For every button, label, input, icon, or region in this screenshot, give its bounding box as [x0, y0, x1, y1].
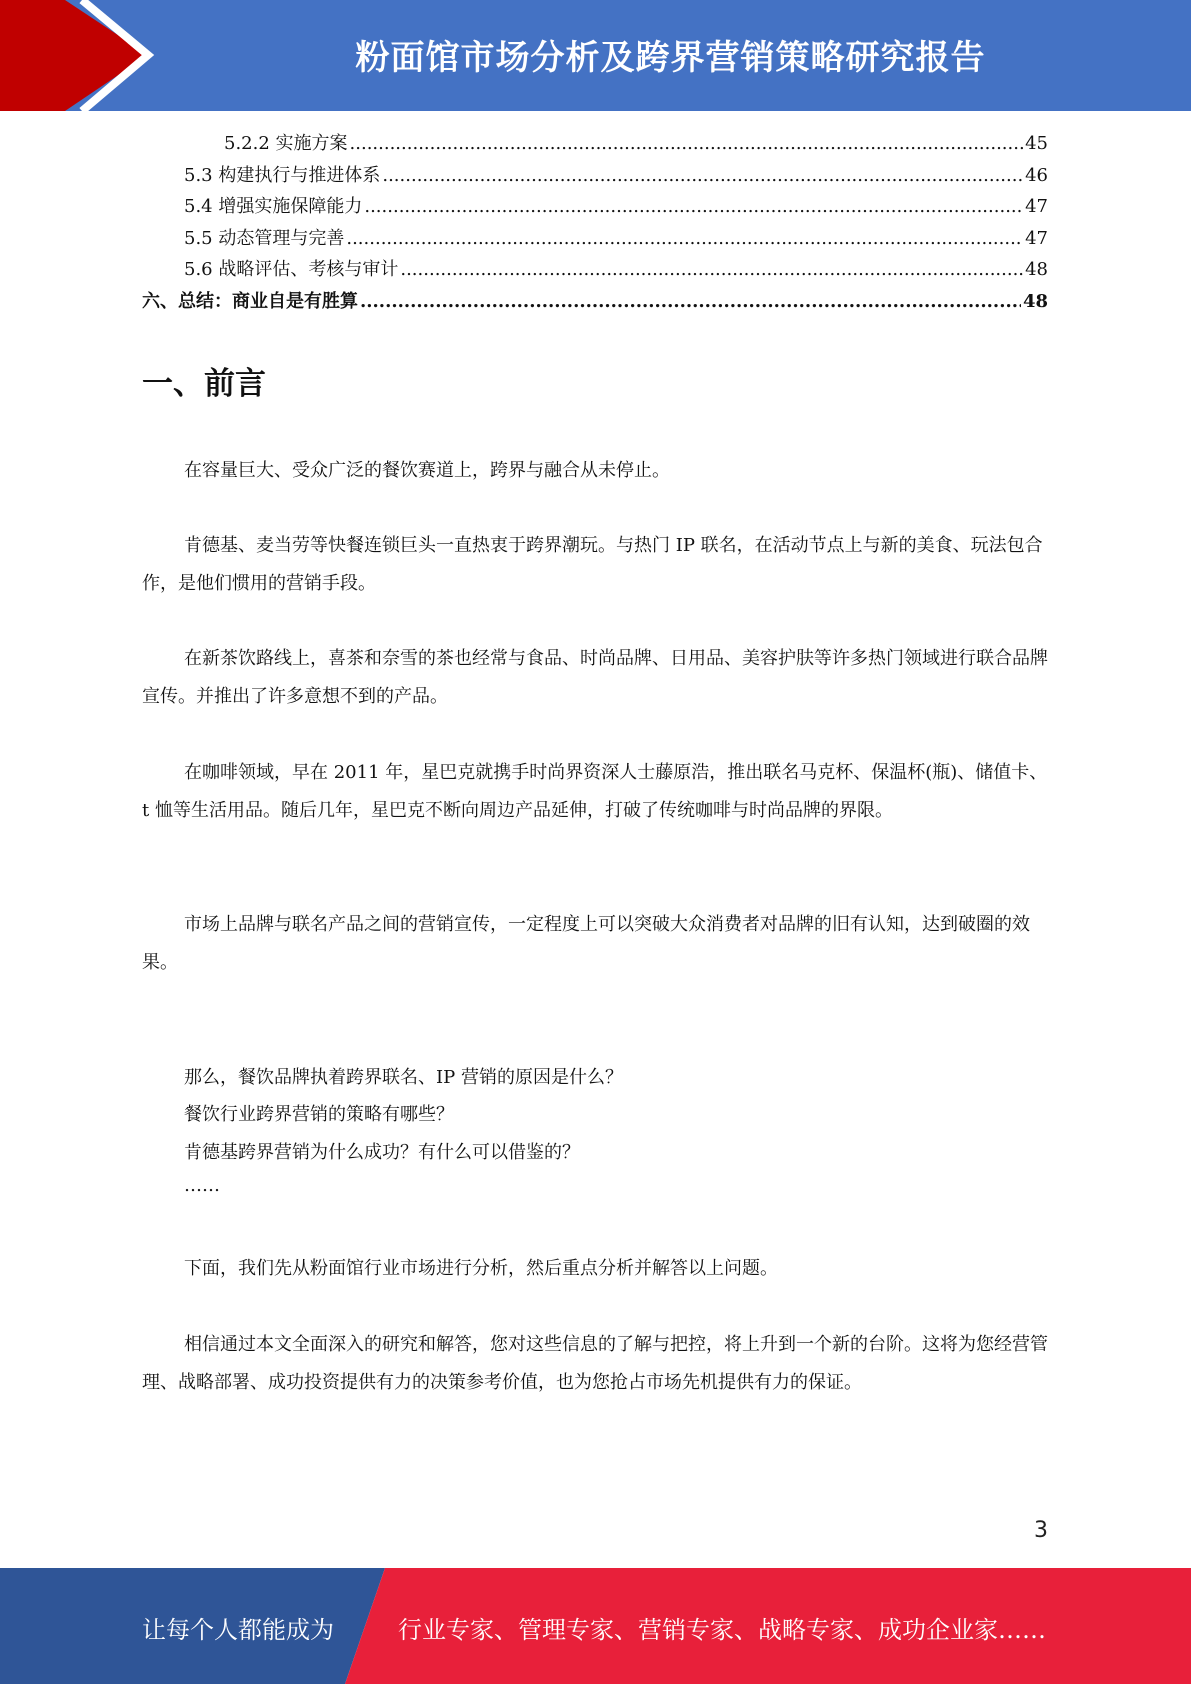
toc-entry[interactable]	[142, 223, 1048, 255]
paragraph: 在容量巨大、受众广泛的餐饮赛道上，跨界与融合从未停止。	[184, 460, 670, 481]
question-line: 那么，餐饮品牌执着跨界联名、IP 营销的原因是什么？	[184, 1067, 623, 1088]
toc-entry-page: 48	[1025, 259, 1048, 280]
toc-dot-leader	[346, 223, 1023, 255]
footer-slogan-left: 让每个人都能成为	[142, 1616, 334, 1644]
page-number: 3	[1034, 1518, 1048, 1543]
toc-entry-label: 5.6 战略评估、考核与审计	[184, 259, 399, 280]
section-heading: 一、前言	[142, 366, 266, 402]
paragraph: 下面，我们先从粉面馆行业市场进行分析，然后重点分析并解答以上问题。	[184, 1258, 778, 1279]
paragraph: 相信通过本文全面深入的研究和解答，您对这些信息的了解与把控，将上升到一个新的台阶。这将为您经营管理、战略部署、成功投资提供有力的决策参考价值，也为您抢占市场先机提供有力的保证。	[142, 1334, 1048, 1393]
report-title: 粉面馆市场分析及跨界营销策略研究报告	[355, 38, 986, 78]
toc-entry-label: 六、总结：商业自是有胜算	[142, 290, 358, 312]
toc-dot-leader	[360, 286, 1021, 318]
toc-entry-label: 5.2.2 实施方案	[224, 133, 348, 154]
toc-entry-label: 5.5 动态管理与完善	[184, 227, 345, 249]
toc-entry[interactable]	[142, 160, 1048, 192]
paragraph: 在咖啡领域，早在 2011 年，星巴克就携手时尚界资深人士藤原浩，推出联名马克杯、保温杯(瓶)、储值卡、t 恤等生活用品。随后几年，星巴克不断向周边产品延伸，打破了传统咖啡与时尚品牌的界限。	[142, 762, 1048, 821]
red-arrow-decoration	[0, 0, 160, 111]
toc-dot-leader	[350, 128, 1024, 160]
question-line: 餐饮行业跨界营销的策略有哪些？	[184, 1104, 454, 1125]
toc-entry-label: 5.3 构建执行与推进体系	[184, 164, 381, 186]
paragraph: 肯德基、麦当劳等快餐连锁巨头一直热衷于跨界潮玩。与热门 IP 联名，在活动节点上与新的美食、玩法包合作，是他们惯用的营销手段。	[142, 535, 1043, 594]
paragraph: 在新茶饮路线上，喜茶和奈雪的茶也经常与食品、时尚品牌、日用品、美容护肤等许多热门领域进行联合品牌宣传。并推出了许多意想不到的产品。	[142, 648, 1048, 707]
question-line: 肯德基跨界营销为什么成功？有什么可以借鉴的？	[184, 1142, 580, 1163]
toc-entry[interactable]	[142, 128, 1048, 160]
page-footer	[0, 1568, 1191, 1684]
toc-entry-label: 5.4 增强实施保障能力	[184, 196, 363, 217]
toc-entry-page: 48	[1022, 290, 1048, 312]
toc-entry-page: 47	[1025, 196, 1048, 217]
toc-dot-leader	[400, 254, 1023, 286]
footer-slogan-right: 行业专家、管理专家、营销专家、战略专家、成功企业家……	[398, 1616, 1046, 1644]
toc-dot-leader	[382, 160, 1023, 192]
toc-dot-leader	[364, 191, 1023, 223]
toc-entry-page: 45	[1025, 133, 1048, 154]
toc-entry[interactable]	[142, 254, 1048, 286]
paragraph: 市场上品牌与联名产品之间的营销宣传，一定程度上可以突破大众消费者对品牌的旧有认知，达到破圈的效果。	[142, 914, 1030, 973]
toc-entry[interactable]	[142, 191, 1048, 223]
toc-entry-page: 47	[1025, 227, 1048, 249]
table-of-contents	[142, 128, 1048, 317]
toc-entry-page: 46	[1025, 164, 1048, 186]
ellipsis-line: ……	[184, 1175, 220, 1196]
page-header	[0, 0, 1191, 111]
toc-entry[interactable]	[142, 286, 1048, 318]
